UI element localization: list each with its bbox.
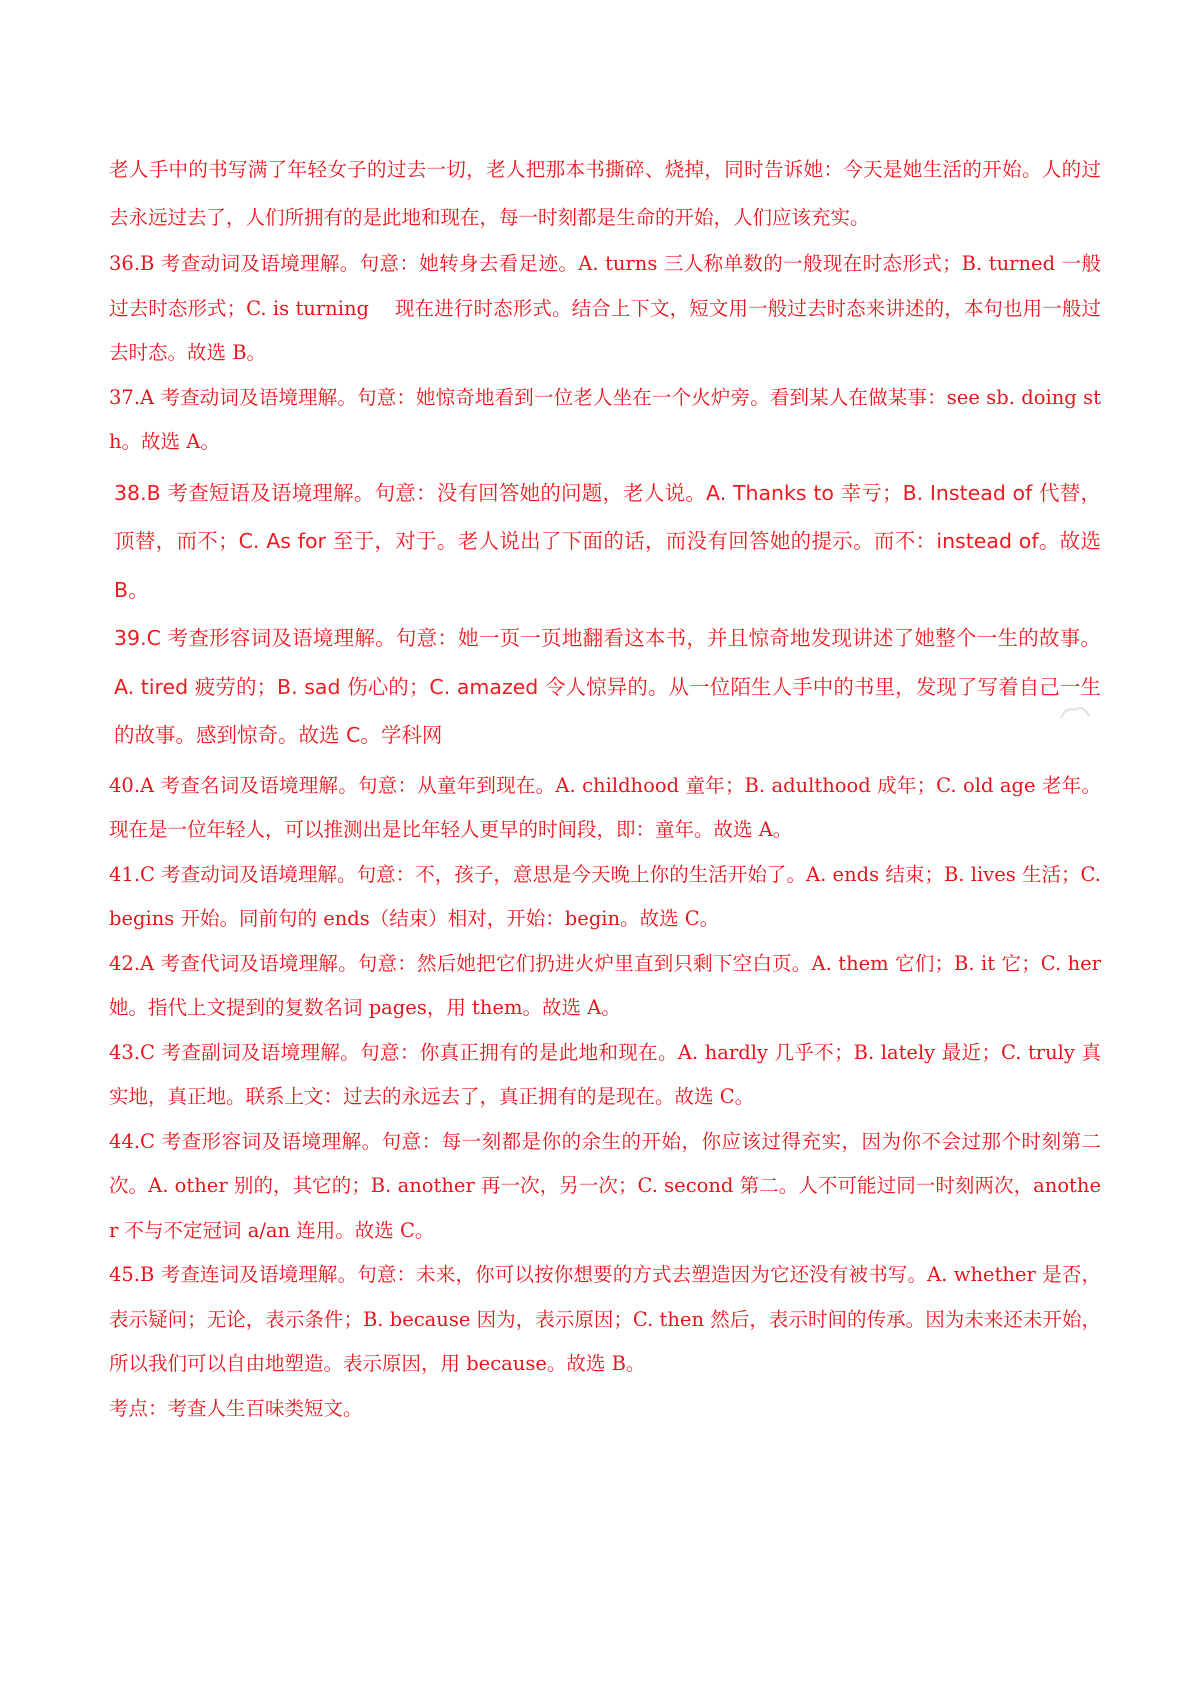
summary-paragraph: 老人手中的书写满了年轻女子的过去一切，老人把那本书撕碎、烧掉，同时告诉她：今天是她生活的开始。人的过去永远过去了，人们所拥有的是此地和现在，每一时刻都是生命的开始，人们应该充实。 [109,158,1101,229]
explanation-41: 41.C 考查动词及语境理解。句意：不，孩子，意思是今天晚上你的生活开始了。A. ends 结束；B. lives 生活；C. begins 开始。同前句的 ends（结束）相对，开始：begin。故选 C。 [109,862,1101,930]
watermark-mark [1057,702,1093,722]
explanation-42: 42.A 考查代词及语境理解。句意：然后她把它们扔进火炉里直到只剩下空白页。A. them 它们；B. it 它；C. her 她。指代上文提到的复数名词 pages，用 them。故选 A。 [109,951,1101,1019]
explanation-45: 45.B 考查连词及语境理解。句意：未来，你可以按你想要的方式去塑造因为它还没有被书写。A. whether 是否，表示疑问；无论，表示条件；B. because 因为，表示原因；C. then 然后，表示时间的传承。因为未来还未开始，所以我们可以自由地塑造。表示原因，用 because。故选 B。 [109,1263,1101,1375]
explanation-36: 36.B 考查动词及语境理解。句意：她转身去看足迹。A. turns 三人称单数的一般现在时态形式；B. turned 一般过去时态形式；C. is turning 现在进行时态形式。结合上下文，短文用一般过去时态来讲述的，本句也用一般过去时态。故选 B。 [109,252,1101,364]
explanation-38: 38.B 考查短语及语境理解。句意：没有回答她的问题，老人说。A. Thanks to 幸亏；B. Instead of 代替，顶替，而不；C. As for 至于，对于。老人说出了下面的话，而没有回答她的提示。而不：instead of。故选 B。 [114,480,1101,602]
answer-explanations [109,146,1101,1431]
highlighted-explanations [109,469,1101,760]
explanation-43: 43.C 考查副词及语境理解。句意：你真正拥有的是此地和现在。A. hardly 几乎不；B. lately 最近；C. truly 真实地，真正地。联系上文：过去的永远去了，真正拥有的是现在。故选 C。 [109,1040,1101,1108]
explanation-37: 37.A 考查动词及语境理解。句意：她惊奇地看到一位老人坐在一个火炉旁。看到某人在做某事：see sb. doing sth。故选 A。 [109,385,1101,453]
explanation-40: 40.A 考查名词及语境理解。句意：从童年到现在。A. childhood 童年；B. adulthood 成年；C. old age 老年。现在是一位年轻人，可以推测出是比年轻人更早的时间段，即：童年。故选 A。 [109,773,1101,841]
explanation-44: 44.C 考查形容词及语境理解。句意：每一刻都是你的余生的开始，你应该过得充实，因为你不会过那个时刻第二次。A. other 别的，其它的；B. another 再一次，另一次；C. second 第二。人不可能过同一时刻两次，another 不与不定冠词 a/an 连用。故选 C。 [109,1129,1101,1242]
kaodian-note: 考点：考查人生百味类短文。 [109,1396,363,1420]
explanation-39: 39.C 考查形容词及语境理解。句意：她一页一页地翻看这本书，并且惊奇地发现讲述了她整个一生的故事。A. tired 疲劳的；B. sad 伤心的；C. amazed 令人惊异的。从一位陌生人手中的书里，发现了写着自己一生的故事。感到惊奇。故选 C。学科网 [114,626,1101,747]
